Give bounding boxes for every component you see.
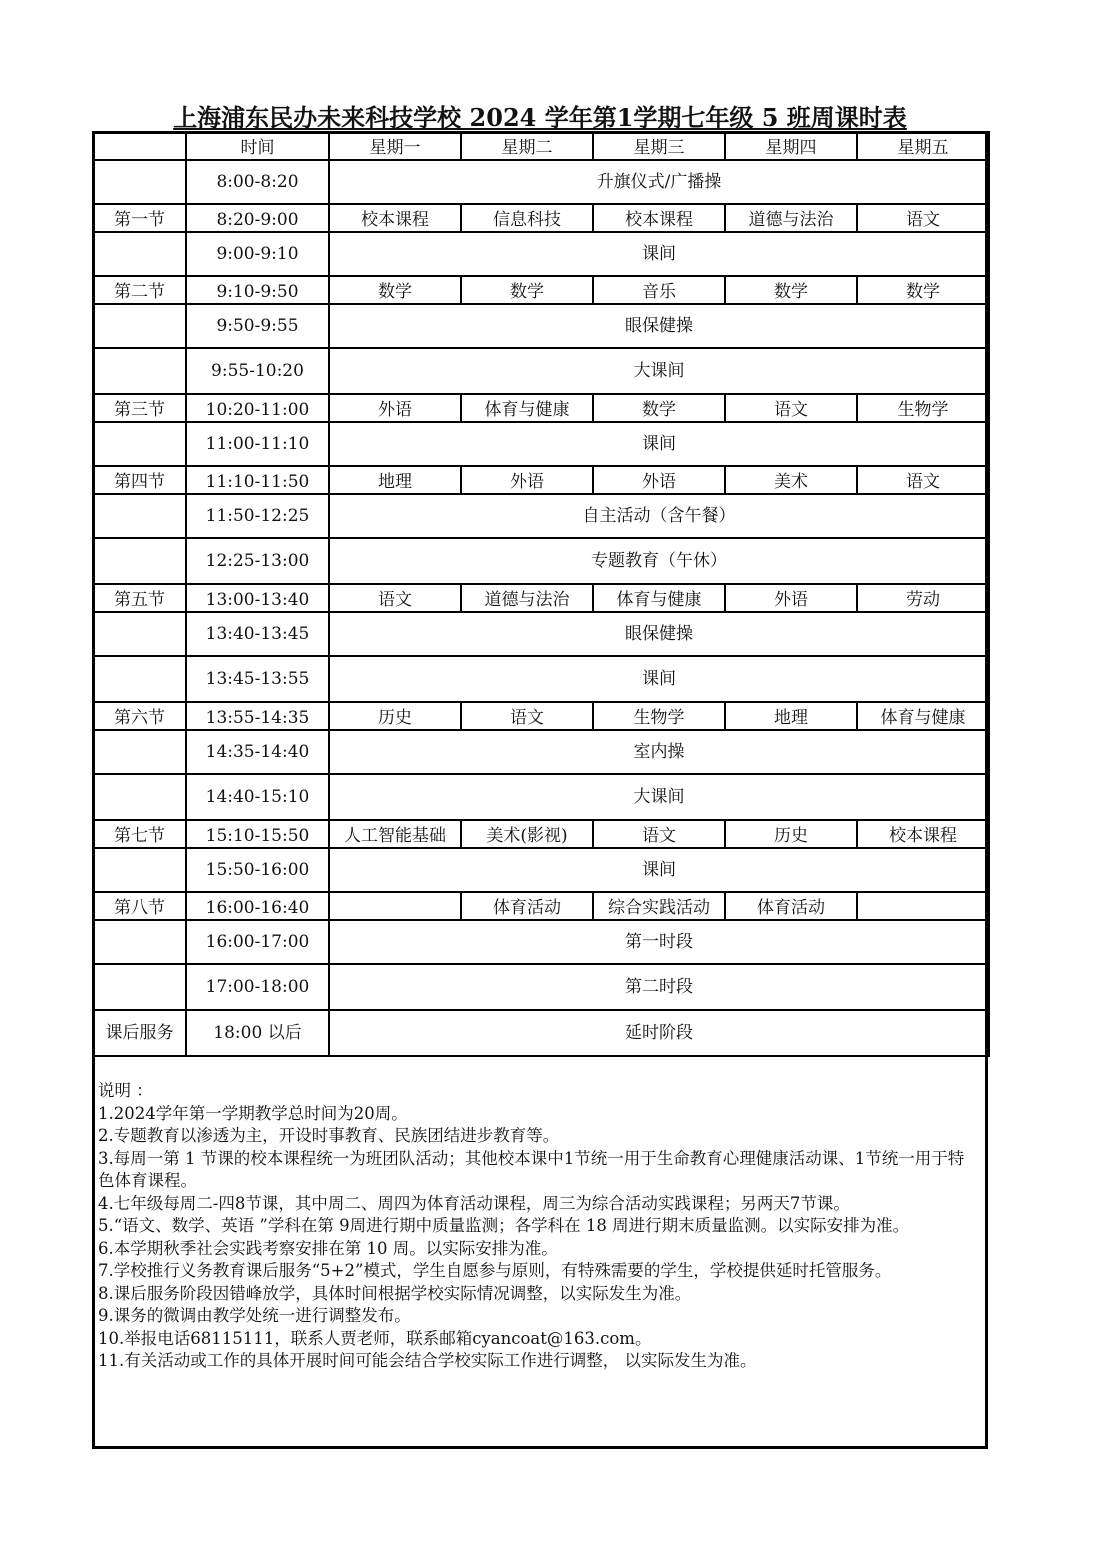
activity-cell: 课间 xyxy=(329,848,989,892)
time-cell: 9:10-9:50 xyxy=(186,276,329,304)
activity-cell: 大课间 xyxy=(329,774,989,820)
class-cell: 校本课程 xyxy=(329,204,461,232)
class-cell: 历史 xyxy=(725,820,857,848)
time-cell: 10:20-11:00 xyxy=(186,394,329,422)
class-cell: 劳动 xyxy=(857,584,989,612)
class-cell: 人工智能基础 xyxy=(329,820,461,848)
class-cell: 体育与健康 xyxy=(461,394,593,422)
table-row xyxy=(93,466,989,494)
period-cell xyxy=(93,920,186,964)
activity-cell: 专题教育（午休） xyxy=(329,538,989,584)
period-cell xyxy=(93,232,186,276)
time-cell: 15:10-15:50 xyxy=(186,820,329,848)
class-cell: 地理 xyxy=(329,466,461,494)
table-row xyxy=(93,964,989,1010)
time-cell: 15:50-16:00 xyxy=(186,848,329,892)
time-cell: 11:00-11:10 xyxy=(186,422,329,466)
class-cell: 语文 xyxy=(593,820,725,848)
note-item: 10.举报电话68115111，联系人贾老师，联系邮箱cyancoat@163.com。 xyxy=(98,1328,652,1348)
class-cell: 道德与法治 xyxy=(725,204,857,232)
table-row xyxy=(93,730,989,774)
note-item: 4.七年级每周二-四8节课，其中周二、周四为体育活动课程，周三为综合活动实践课程；另两天7节课。 xyxy=(98,1193,850,1213)
time-cell: 14:35-14:40 xyxy=(186,730,329,774)
table-row xyxy=(93,820,989,848)
timetable xyxy=(92,131,990,1057)
class-cell: 校本课程 xyxy=(857,820,989,848)
header-time: 时间 xyxy=(186,132,329,160)
period-cell xyxy=(93,422,186,466)
time-cell: 17:00-18:00 xyxy=(186,964,329,1010)
time-cell: 13:45-13:55 xyxy=(186,656,329,702)
activity-cell: 自主活动（含午餐） xyxy=(329,494,989,538)
period-cell: 第五节 xyxy=(93,584,186,612)
class-cell: 外语 xyxy=(593,466,725,494)
class-cell: 道德与法治 xyxy=(461,584,593,612)
period-cell xyxy=(93,538,186,584)
class-cell: 语文 xyxy=(857,204,989,232)
period-cell xyxy=(93,964,186,1010)
time-cell: 11:10-11:50 xyxy=(186,466,329,494)
note-item: 6.本学期秋季社会实践考察安排在第 10 周。以实际安排为准。 xyxy=(98,1238,558,1258)
note-item: 9.课务的微调由教学处统一进行调整发布。 xyxy=(98,1306,411,1325)
period-cell xyxy=(93,656,186,702)
activity-cell: 眼保健操 xyxy=(329,304,989,348)
table-row xyxy=(93,612,989,656)
table-row xyxy=(93,1010,989,1056)
time-cell: 14:40-15:10 xyxy=(186,774,329,820)
table-row xyxy=(93,204,989,232)
time-cell: 8:00-8:20 xyxy=(186,160,329,204)
class-cell: 数学 xyxy=(857,276,989,304)
time-cell: 11:50-12:25 xyxy=(186,494,329,538)
table-row xyxy=(93,232,989,276)
activity-cell: 延时阶段 xyxy=(329,1010,989,1056)
page-title: 上海浦东民办未来科技学校 2024 学年第1学期七年级 5 班周课时表 xyxy=(173,103,907,132)
time-cell: 9:00-9:10 xyxy=(186,232,329,276)
period-cell: 第七节 xyxy=(93,820,186,848)
class-cell: 数学 xyxy=(593,394,725,422)
time-cell: 16:00-17:00 xyxy=(186,920,329,964)
note-item: 7.学校推行义务教育课后服务“5+2”模式，学生自愿参与原则，有特殊需要的学生，学校提供延时托管服务。 xyxy=(98,1261,892,1280)
period-cell: 第一节 xyxy=(93,204,186,232)
period-cell xyxy=(93,612,186,656)
table-row xyxy=(93,538,989,584)
time-cell: 9:55-10:20 xyxy=(186,348,329,394)
class-cell: 数学 xyxy=(329,276,461,304)
header-day-fri: 星期五 xyxy=(857,132,989,160)
period-cell xyxy=(93,774,186,820)
activity-cell: 眼保健操 xyxy=(329,612,989,656)
table-row xyxy=(93,892,989,920)
note-item: 2.专题教育以渗透为主，开设时事教育、民族团结进步教育等。 xyxy=(98,1126,560,1145)
activity-cell: 第二时段 xyxy=(329,964,989,1010)
table-row xyxy=(93,584,989,612)
note-item: 8.课后服务阶段因错峰放学，具体时间根据学校实际情况调整，以实际发生为准。 xyxy=(98,1283,692,1303)
class-cell: 体育活动 xyxy=(461,892,593,920)
class-cell: 语文 xyxy=(857,466,989,494)
note-item: 3.每周一第 1 节课的校本课程统一为班团队活动；其他校本课中1节统一用于生命教育心理健康活动课、1节统一用于特色体育课程。 xyxy=(98,1148,965,1190)
time-cell: 8:20-9:00 xyxy=(186,204,329,232)
time-cell: 13:40-13:45 xyxy=(186,612,329,656)
activity-cell: 第一时段 xyxy=(329,920,989,964)
notes-heading: 说明 ： xyxy=(98,1081,153,1100)
header-day-thu: 星期四 xyxy=(725,132,857,160)
class-cell: 美术 xyxy=(725,466,857,494)
table-row xyxy=(93,394,989,422)
table-row xyxy=(93,920,989,964)
note-item: 11.有关活动或工作的具体开展时间可能会结合学校实际工作进行调整， 以实际发生为准。 xyxy=(98,1351,757,1370)
period-cell xyxy=(93,304,186,348)
note-item: 1.2024学年第一学期教学总时间为20周。 xyxy=(98,1103,408,1123)
class-cell: 外语 xyxy=(461,466,593,494)
period-cell: 课后服务 xyxy=(93,1010,186,1056)
class-cell: 体育活动 xyxy=(725,892,857,920)
time-cell: 13:00-13:40 xyxy=(186,584,329,612)
table-row xyxy=(93,494,989,538)
period-cell xyxy=(93,730,186,774)
class-cell: 数学 xyxy=(461,276,593,304)
time-cell: 18:00 以后 xyxy=(186,1010,329,1056)
notes-section xyxy=(98,1080,978,1373)
header-day-wed: 星期三 xyxy=(593,132,725,160)
table-row xyxy=(93,304,989,348)
class-cell: 历史 xyxy=(329,702,461,730)
table-row xyxy=(93,848,989,892)
class-cell: 生物学 xyxy=(593,702,725,730)
header-row xyxy=(93,132,989,160)
table-row xyxy=(93,774,989,820)
class-cell: 体育与健康 xyxy=(593,584,725,612)
class-cell: 美术(影视) xyxy=(461,820,593,848)
class-cell: 数学 xyxy=(725,276,857,304)
header-day-mon: 星期一 xyxy=(329,132,461,160)
period-cell: 第八节 xyxy=(93,892,186,920)
class-cell: 音乐 xyxy=(593,276,725,304)
table-row xyxy=(93,702,989,730)
table-row xyxy=(93,276,989,304)
table-row xyxy=(93,348,989,394)
activity-cell: 大课间 xyxy=(329,348,989,394)
activity-cell: 课间 xyxy=(329,656,989,702)
class-cell: 体育与健康 xyxy=(857,702,989,730)
class-cell: 信息科技 xyxy=(461,204,593,232)
period-cell xyxy=(93,160,186,204)
header-day-tue: 星期二 xyxy=(461,132,593,160)
period-cell: 第六节 xyxy=(93,702,186,730)
activity-cell: 室内操 xyxy=(329,730,989,774)
period-cell: 第四节 xyxy=(93,466,186,494)
table-row xyxy=(93,422,989,466)
note-item: 5.“语文、数学、英语 ”学科在第 9周进行期中质量监测；各学科在 18 周进行期末质量监测。以实际安排为准。 xyxy=(98,1216,910,1235)
class-cell xyxy=(857,892,989,920)
class-cell xyxy=(329,892,461,920)
period-cell: 第二节 xyxy=(93,276,186,304)
class-cell: 地理 xyxy=(725,702,857,730)
time-cell: 13:55-14:35 xyxy=(186,702,329,730)
class-cell: 生物学 xyxy=(857,394,989,422)
class-cell: 校本课程 xyxy=(593,204,725,232)
activity-cell: 课间 xyxy=(329,232,989,276)
period-cell xyxy=(93,348,186,394)
table-row xyxy=(93,656,989,702)
class-cell: 语文 xyxy=(725,394,857,422)
activity-cell: 课间 xyxy=(329,422,989,466)
class-cell: 语文 xyxy=(461,702,593,730)
time-cell: 16:00-16:40 xyxy=(186,892,329,920)
class-cell: 综合实践活动 xyxy=(593,892,725,920)
class-cell: 外语 xyxy=(329,394,461,422)
table-row xyxy=(93,160,989,204)
header-blank xyxy=(93,132,186,160)
time-cell: 12:25-13:00 xyxy=(186,538,329,584)
class-cell: 外语 xyxy=(725,584,857,612)
activity-cell: 升旗仪式/广播操 xyxy=(329,160,989,204)
period-cell xyxy=(93,848,186,892)
period-cell xyxy=(93,494,186,538)
time-cell: 9:50-9:55 xyxy=(186,304,329,348)
period-cell: 第三节 xyxy=(93,394,186,422)
class-cell: 语文 xyxy=(329,584,461,612)
